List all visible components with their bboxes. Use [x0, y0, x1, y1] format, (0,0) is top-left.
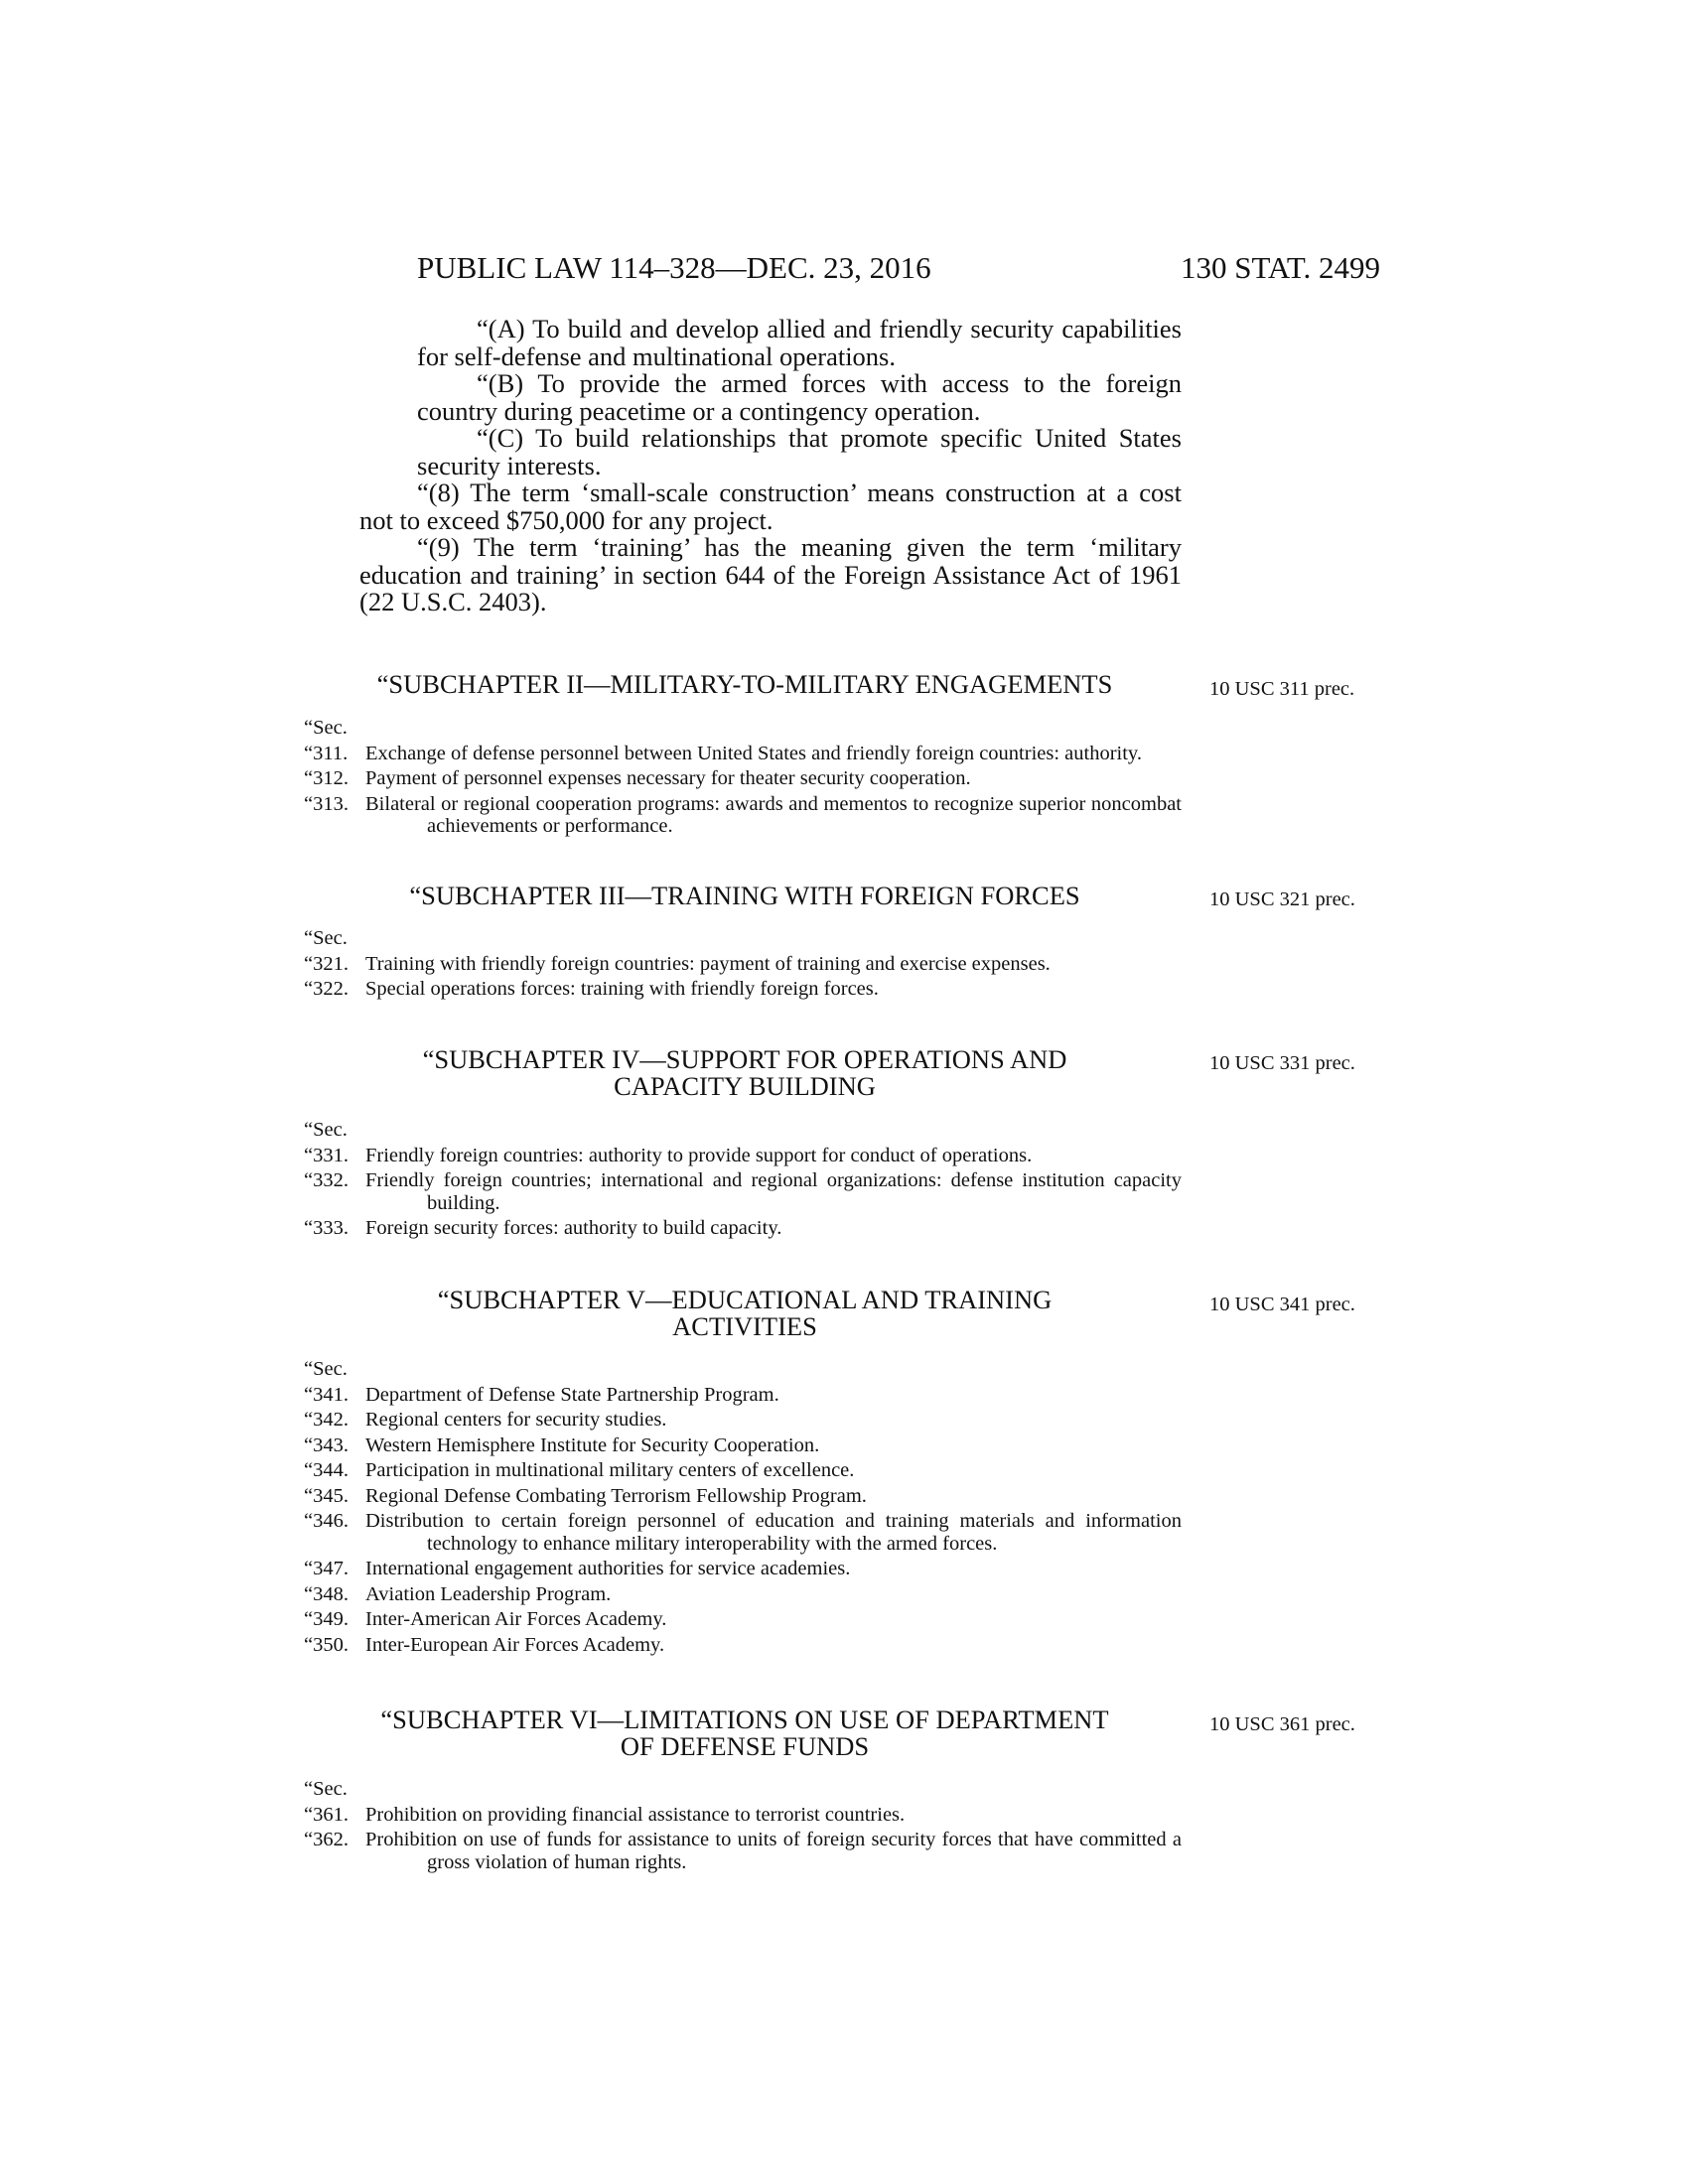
sec-label: “Sec.: [304, 1358, 348, 1380]
paragraph-8: “(8) The term ‘small-scale construction’ means construction at a cost not to exceed $750,000 for any project.: [359, 478, 1182, 535]
subchapter-vi-heading: [298, 1706, 1192, 1760]
list-item: “349. Inter-American Air Forces Academy.: [304, 1608, 667, 1630]
list-item: “322. Special operations forces: training with friendly foreign forces.: [304, 978, 879, 1000]
statute-page-number: 130 STAT. 2499: [1180, 250, 1380, 285]
margin-note: 10 USC 331 prec.: [1209, 1052, 1355, 1074]
margin-note: 10 USC 341 prec.: [1209, 1294, 1355, 1315]
subchapter-iii-heading: [298, 883, 1192, 909]
list-item: “333. Foreign security forces: authority to build capacity.: [304, 1217, 782, 1239]
definitions-text: [359, 316, 1182, 616]
list-item: “361. Prohibition on providing financial assistance to terrorist countries.: [304, 1803, 906, 1826]
page-header: [417, 250, 1380, 290]
list-item: “347. International engagement authorities for service academies.: [304, 1558, 851, 1579]
list-item: “332. Friendly foreign countries; international and regional organizations: defense institution capacity building.: [304, 1169, 1182, 1214]
sec-label: “Sec.: [304, 717, 348, 739]
subchapter-title: “SUBCHAPTER IV—SUPPORT FOR OPERATIONS AND: [422, 1044, 1067, 1074]
subchapter-title-continued: OF DEFENSE FUNDS: [620, 1731, 870, 1761]
paragraph-c: “(C) To build relationships that promote specific United States security interests.: [417, 423, 1182, 480]
margin-note: 10 USC 361 prec.: [1209, 1713, 1355, 1735]
subchapter-title-continued: ACTIVITIES: [672, 1311, 817, 1341]
list-item: “311. Exchange of defense personnel between United States and friendly foreign countries: authority.: [304, 742, 1142, 764]
subchapter-title: “SUBCHAPTER II—MILITARY-TO-MILITARY ENGAGEMENTS: [376, 669, 1113, 699]
subchapter-v-contents: [304, 1358, 1182, 1659]
public-law-citation: PUBLIC LAW 114–328—DEC. 23, 2016: [417, 250, 931, 285]
list-item: “350. Inter-European Air Forces Academy.: [304, 1633, 665, 1656]
subchapter-title: “SUBCHAPTER III—TRAINING WITH FOREIGN FORCES: [409, 881, 1080, 910]
list-item: “331. Friendly foreign countries: authority to provide support for conduct of operations.: [304, 1144, 1033, 1166]
list-item: “341. Department of Defense State Partnership Program.: [304, 1383, 779, 1406]
list-item: “344. Participation in multinational military centers of excellence.: [304, 1459, 855, 1481]
subchapter-title: “SUBCHAPTER VI—LIMITATIONS ON USE OF DEPARTMENT: [380, 1705, 1109, 1734]
paragraph-a: “(A) To build and develop allied and friendly security capabilities for self-defense and multinational operations.: [417, 314, 1182, 371]
list-item: “313. Bilateral or regional cooperation programs: awards and mementos to recognize superior noncombat achievements or performance.: [304, 792, 1182, 837]
sec-label: “Sec.: [304, 1778, 348, 1800]
list-item: “342. Regional centers for security studies.: [304, 1409, 667, 1431]
list-item: “348. Aviation Leadership Program.: [304, 1582, 612, 1605]
list-item: “321. Training with friendly foreign countries: payment of training and exercise expenses.: [304, 952, 1051, 975]
subchapter-iv-heading: [298, 1046, 1192, 1100]
subchapter-vi-contents: [304, 1778, 1182, 1876]
margin-note: 10 USC 311 prec.: [1209, 678, 1355, 700]
subchapter-ii-heading: [298, 671, 1192, 698]
list-item: “362. Prohibition on use of funds for assistance to units of foreign security forces that have committed a gross violation of human rights.: [304, 1829, 1182, 1873]
list-item: “346. Distribution to certain foreign personnel of education and training materials and information technology to enhance military interoperability with the armed forces.: [304, 1510, 1182, 1555]
list-item: “345. Regional Defense Combating Terrorism Fellowship Program.: [304, 1484, 867, 1507]
subchapter-title-continued: CAPACITY BUILDING: [614, 1071, 876, 1101]
subchapter-iv-contents: [304, 1119, 1182, 1243]
sec-label: “Sec.: [304, 927, 348, 949]
subchapter-ii-contents: [304, 717, 1182, 841]
list-item: “312. Payment of personnel expenses necessary for theater security cooperation.: [304, 767, 971, 789]
paragraph-b: “(B) To provide the armed forces with access to the foreign country during peacetime or a contingency operation.: [417, 368, 1182, 426]
subchapter-iii-contents: [304, 927, 1182, 1004]
subchapter-v-heading: [298, 1287, 1192, 1340]
list-item: “343. Western Hemisphere Institute for Security Cooperation.: [304, 1433, 820, 1456]
margin-note: 10 USC 321 prec.: [1209, 888, 1355, 910]
sec-label: “Sec.: [304, 1119, 348, 1141]
subchapter-title: “SUBCHAPTER V—EDUCATIONAL AND TRAINING: [437, 1285, 1053, 1314]
paragraph-9: “(9) The term ‘training’ has the meaning given the term ‘military education and training’ in section 644 of the Foreign Assistance Act of 1961 (22 U.S.C. 2403).: [359, 532, 1182, 616]
